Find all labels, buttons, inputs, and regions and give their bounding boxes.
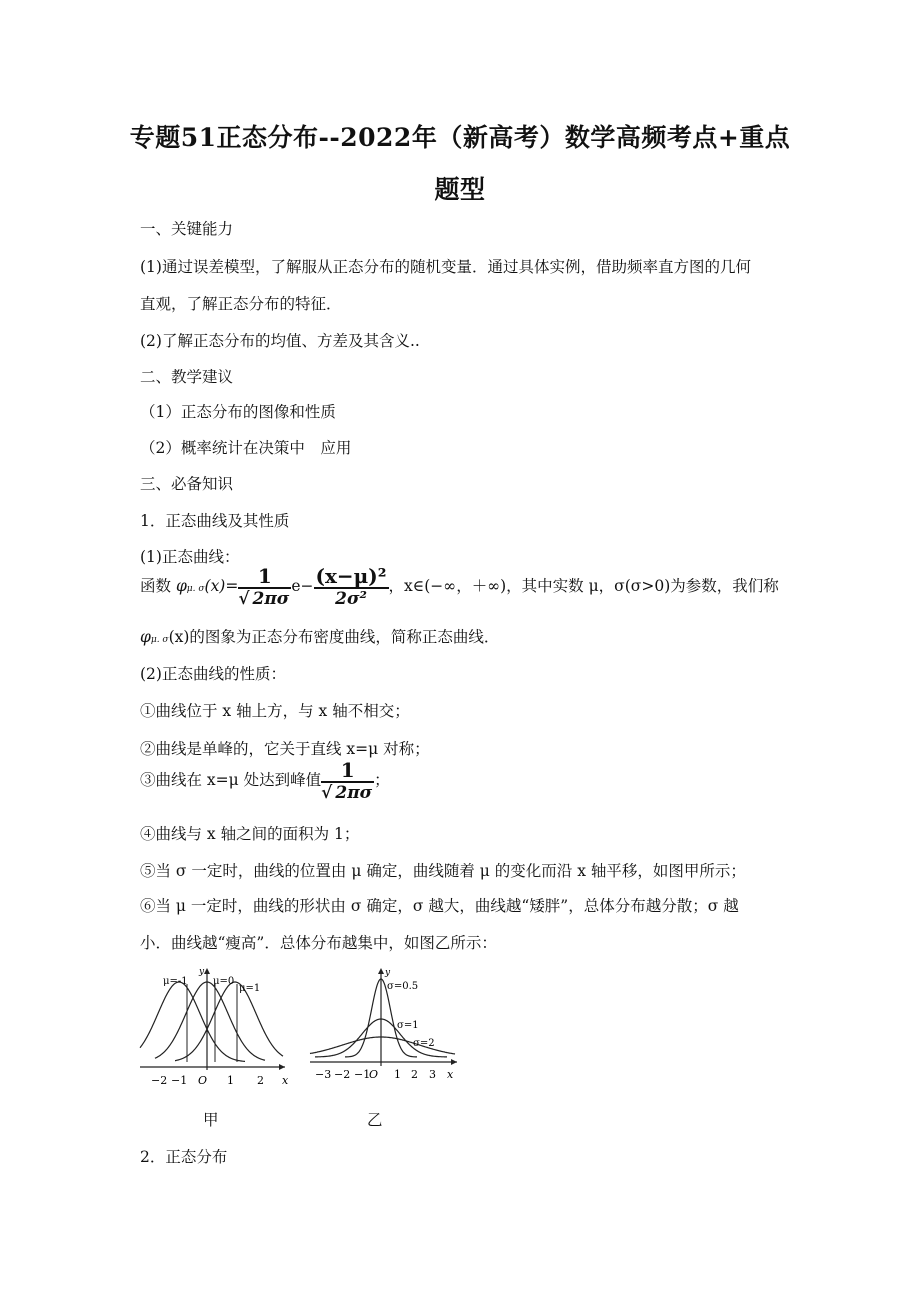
- doc-title-line1: 专题51正态分布--2022年（新高考）数学高频考点+重点: [129, 123, 791, 152]
- exponent-numerator: (x−μ)²: [315, 564, 387, 588]
- tick-neg2: −2: [334, 1068, 351, 1081]
- label-sigma-0.5: σ=0.5: [387, 981, 419, 992]
- label-mu-1: μ=1: [239, 983, 261, 994]
- formula-exponent: [314, 566, 389, 608]
- formula-e: e−: [291, 577, 314, 595]
- doc-title-line2: 题型: [434, 175, 486, 204]
- formula-rest: ，x∈(−∞，＋∞)，其中实数 μ，σ(σ>0)为参数，我们称: [388, 577, 779, 595]
- paragraph: (2)正态曲线的性质：: [140, 665, 286, 683]
- knowledge-2-heading: 2．正态分布: [140, 1148, 228, 1166]
- fraction-denominator: √ 2πσ: [321, 783, 373, 803]
- tick-neg2: −2: [151, 1074, 168, 1087]
- paragraph: （2）概率统计在决策中 应用: [140, 439, 352, 457]
- formula-arg: (x)=: [204, 577, 239, 595]
- knowledge-1-heading: 1．正态曲线及其性质: [140, 512, 290, 530]
- fraction-denominator: √ 2πσ: [238, 589, 290, 609]
- formula-prefix: 函数: [140, 577, 176, 595]
- paragraph: 直观，了解正态分布的特征．: [140, 295, 342, 313]
- formula-line2-text: (x)的图象为正态分布密度曲线，简称正态曲线．: [168, 628, 500, 646]
- section-2-heading: 二、教学建议: [140, 368, 234, 386]
- formula-phi-sub: μ. σ: [186, 584, 205, 594]
- x-axis-label: x: [447, 1068, 454, 1081]
- tick-neg3: −3: [315, 1068, 332, 1081]
- tick-3: 3: [429, 1068, 436, 1081]
- caption-yi: 乙: [367, 1111, 383, 1129]
- paragraph: [140, 625, 499, 647]
- property-3: [140, 760, 390, 802]
- paragraph: (1)正态曲线：: [140, 548, 240, 566]
- tick-origin: O: [198, 1074, 208, 1087]
- phi-sub: μ. σ: [150, 635, 169, 645]
- density-formula: [140, 566, 779, 608]
- section-1-heading: 一、关键能力: [140, 220, 234, 238]
- paragraph: (1)通过误差模型，了解服从正态分布的随机变量．通过具体实例，借助频率直方图的几何: [140, 258, 751, 276]
- figure-jia: [135, 962, 295, 1092]
- label-sigma-2: σ=2: [413, 1038, 435, 1049]
- property-5: ⑤当 σ 一定时，曲线的位置由 μ 确定，曲线随着 μ 的变化而沿 x 轴平移，如图甲所示；: [140, 862, 746, 880]
- tick-2: 2: [411, 1068, 418, 1081]
- label-mu-neg1: μ=-1: [163, 976, 188, 987]
- property-6a: ⑥当 μ 一定时，曲线的形状由 σ 确定，σ 越大，曲线越“矮胖”，总体分布越分散；σ 越: [140, 897, 739, 915]
- y-axis-label: y: [385, 968, 391, 978]
- y-axis-label: y: [199, 967, 205, 977]
- peak-fraction: [321, 760, 374, 802]
- formula-coefficient: [238, 566, 291, 608]
- tick-neg1: −1: [171, 1074, 188, 1087]
- tick-1: 1: [394, 1068, 401, 1081]
- property-4: ④曲线与 x 轴之间的面积为 1；: [140, 825, 360, 843]
- tick-origin: O: [369, 1068, 379, 1081]
- figure-yi: [305, 962, 465, 1092]
- sqrt-radicand: 2πσ: [335, 783, 373, 803]
- property-2: ②曲线是单峰的，它关于直线 x=μ 对称；: [140, 740, 430, 758]
- fraction-numerator: 1: [238, 566, 291, 589]
- property-3-suffix: ；: [374, 771, 390, 789]
- fraction-numerator: 1: [321, 760, 374, 783]
- curve-mu-neg1: [140, 982, 245, 1061]
- property-3-text: ③曲线在 x=μ 处达到峰值: [140, 771, 322, 789]
- paragraph: （1）正态分布的图像和性质: [140, 403, 336, 421]
- section-3-heading: 三、必备知识: [140, 475, 234, 493]
- tick-1: 1: [227, 1074, 234, 1087]
- tick-2: 2: [257, 1074, 264, 1087]
- phi-symbol: φ: [140, 628, 151, 646]
- exponent-denominator: 2σ²: [335, 589, 367, 609]
- label-mu-0: μ=0: [213, 976, 235, 987]
- caption-jia: 甲: [203, 1111, 219, 1129]
- tick-neg1: −1: [354, 1068, 371, 1081]
- property-1: ①曲线位于 x 轴上方，与 x 轴不相交；: [140, 702, 410, 720]
- sqrt-radicand: 2πσ: [252, 589, 290, 609]
- formula-phi: φ: [175, 577, 187, 595]
- x-axis-label: x: [282, 1074, 289, 1087]
- label-sigma-1: σ=1: [397, 1020, 419, 1031]
- paragraph: (2)了解正态分布的均值、方差及其含义..: [140, 332, 420, 350]
- property-6b: 小．曲线越“瘦高”．总体分布越集中，如图乙所示：: [140, 934, 497, 952]
